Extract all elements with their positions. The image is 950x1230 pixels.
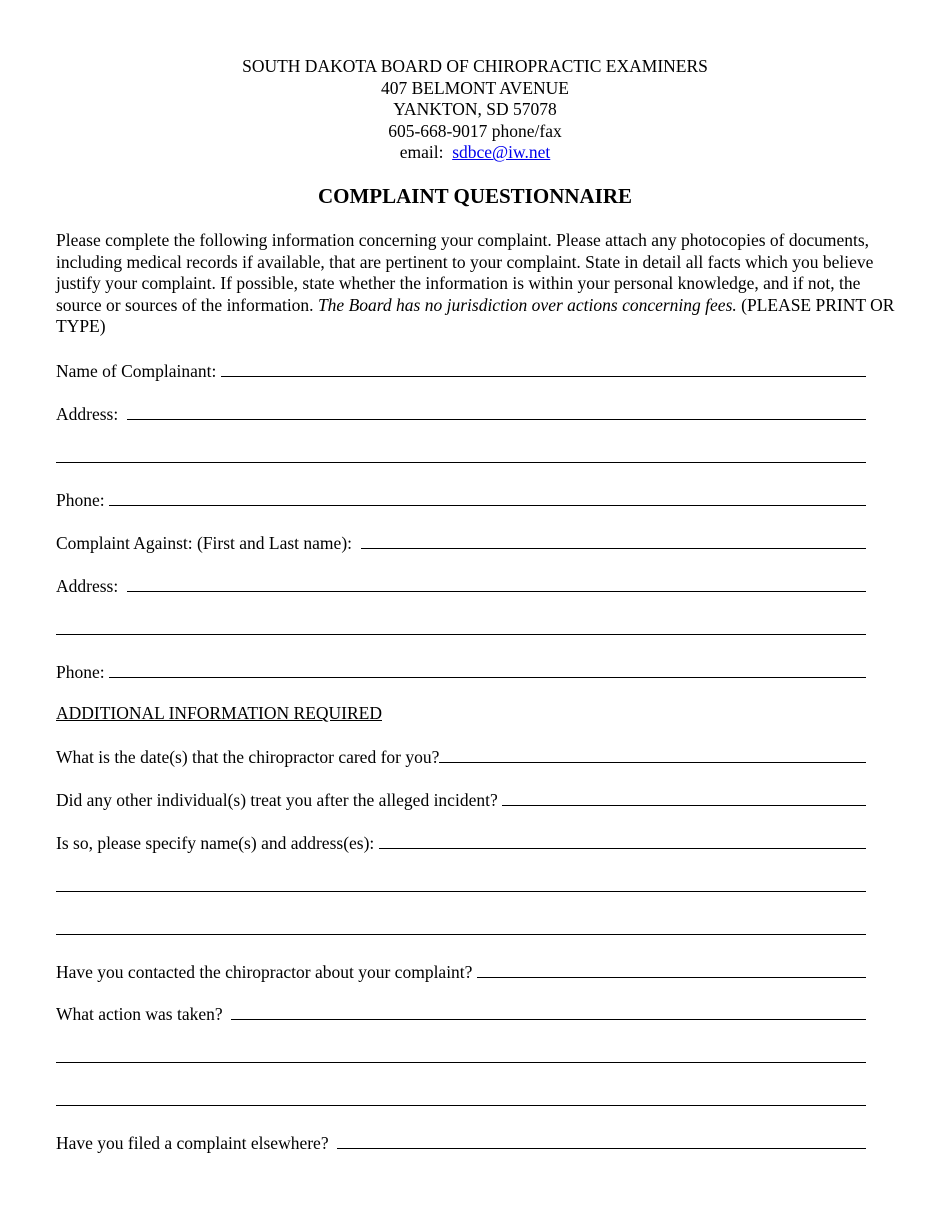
email-line	[0, 142, 950, 164]
filed-elsewhere-question[interactable]	[56, 1131, 866, 1153]
contacted-line[interactable]	[477, 977, 866, 978]
against-address-line[interactable]	[127, 591, 866, 592]
dates-question-label: What is the date(s) that the chiropractor cared for you?	[56, 747, 440, 767]
complainant-address-line[interactable]	[127, 419, 866, 420]
against-name-field[interactable]	[56, 531, 866, 553]
complainant-name-line[interactable]	[221, 376, 866, 377]
against-name-label: Complaint Against: (First and Last name):	[56, 533, 361, 553]
complainant-name-label: Name of Complainant:	[56, 361, 221, 381]
action-line-2-blank[interactable]	[56, 1062, 866, 1063]
complainant-phone-field[interactable]	[56, 488, 866, 510]
additional-info-heading: ADDITIONAL INFORMATION REQUIRED	[56, 703, 382, 723]
specify-line-3[interactable]	[56, 917, 866, 939]
complainant-address-line-2[interactable]	[56, 445, 866, 467]
street-address: 407 BELMONT AVENUE	[381, 77, 569, 98]
dates-question[interactable]	[56, 745, 866, 767]
complainant-address-line-2-blank[interactable]	[56, 462, 866, 463]
against-address-line-2[interactable]	[56, 617, 866, 639]
email-label: email:	[399, 142, 444, 163]
action-question[interactable]	[56, 1002, 866, 1024]
filed-elsewhere-label: Have you filed a complaint elsewhere?	[56, 1133, 338, 1153]
complainant-phone-line[interactable]	[109, 505, 866, 506]
other-treatment-line[interactable]	[502, 805, 866, 806]
print-or-type-note: (PLEASE PRINT OR TYPE)	[56, 294, 895, 337]
specify-line-2-blank[interactable]	[56, 891, 866, 892]
email-link[interactable]: sdbce@iw.net	[452, 142, 551, 163]
complainant-phone-label: Phone:	[56, 490, 109, 510]
org-name: SOUTH DAKOTA BOARD OF CHIROPRACTIC EXAMINERS	[242, 56, 708, 76]
complainant-name-field[interactable]	[56, 359, 866, 381]
against-address-line-2-blank[interactable]	[56, 634, 866, 635]
other-treatment-label: Did any other individual(s) treat you after the alleged incident?	[56, 790, 503, 810]
form-title: COMPLAINT QUESTIONNAIRE	[317, 184, 633, 208]
letterhead	[0, 56, 950, 164]
filed-elsewhere-line[interactable]	[337, 1148, 866, 1149]
complainant-address-label: Address:	[56, 404, 127, 424]
phone-fax: 605-668-9017 phone/fax	[388, 120, 562, 141]
against-address-label: Address:	[56, 576, 127, 596]
specify-line-3-blank[interactable]	[56, 934, 866, 935]
action-label: What action was taken?	[56, 1004, 232, 1024]
specify-line[interactable]	[379, 848, 866, 849]
dates-answer-line[interactable]	[439, 762, 866, 763]
specify-line-2[interactable]	[56, 874, 866, 896]
against-name-line[interactable]	[361, 548, 866, 549]
instructions-paragraph	[56, 230, 896, 338]
other-treatment-question[interactable]	[56, 788, 866, 810]
action-line[interactable]	[231, 1019, 866, 1020]
against-phone-label: Phone:	[56, 662, 109, 682]
instructions-text: Please complete the following information concerning your complaint. Please attach any photocopies of documents, including medical records if available, that are pertinent to your complaint. State in detail all facts which you believe justify your complaint. If possible, state whether the information is within your personal knowledge, and if not, the source or sources of the information.	[56, 230, 874, 315]
action-line-2[interactable]	[56, 1045, 866, 1067]
city-state-zip: YANKTON, SD 57078	[393, 99, 557, 120]
specify-label: Is so, please specify name(s) and address(es):	[56, 833, 379, 853]
contacted-question[interactable]	[56, 960, 866, 982]
action-line-3[interactable]	[56, 1088, 866, 1110]
against-phone-line[interactable]	[109, 677, 866, 678]
contacted-label: Have you contacted the chiropractor about your complaint?	[56, 962, 477, 982]
against-phone-field[interactable]	[56, 660, 866, 682]
specify-question[interactable]	[56, 831, 866, 853]
complainant-address-field[interactable]	[56, 402, 866, 424]
against-address-field[interactable]	[56, 574, 866, 596]
action-line-3-blank[interactable]	[56, 1105, 866, 1106]
fees-disclaimer: The Board has no jurisdiction over actions concerning fees.	[317, 294, 737, 315]
